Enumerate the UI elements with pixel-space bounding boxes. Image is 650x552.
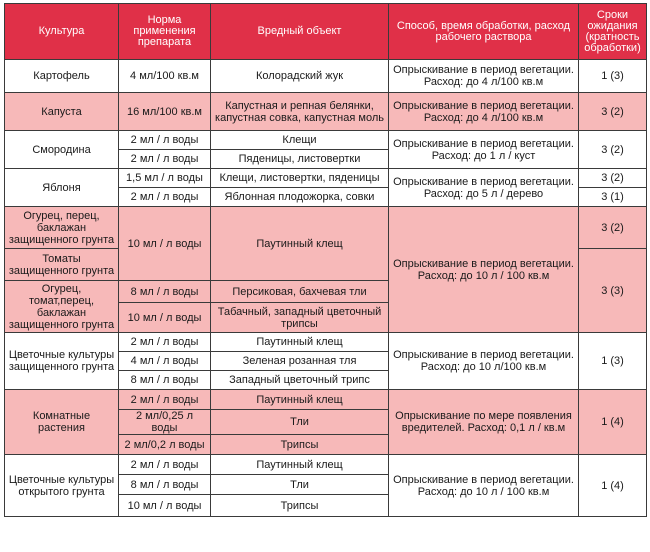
method-cell: Опрыскивание в период вегетации. Расход: до 5 л / дерево bbox=[389, 169, 579, 207]
terms-cell: 3 (3) bbox=[579, 249, 647, 333]
table-row-indoor-1 bbox=[5, 390, 647, 410]
terms-cell: 3 (2) bbox=[579, 131, 647, 169]
pest-cell: Западный цветочный трипс bbox=[211, 371, 389, 390]
culture-cell: Картофель bbox=[5, 60, 119, 93]
pesticide-table-container bbox=[4, 3, 646, 517]
norm-cell: 2 мл / л воды bbox=[119, 390, 211, 410]
norm-cell: 2 мл / л воды bbox=[119, 333, 211, 352]
pest-cell: Зеленая розанная тля bbox=[211, 352, 389, 371]
norm-cell: 8 мл / л воды bbox=[119, 475, 211, 495]
culture-cell: Яблоня bbox=[5, 169, 119, 207]
table-row-apple-1 bbox=[5, 169, 647, 188]
culture-cell: Комнатные растения bbox=[5, 390, 119, 455]
terms-cell: 1 (3) bbox=[579, 333, 647, 390]
norm-cell: 10 мл / л воды bbox=[119, 495, 211, 517]
norm-cell: 4 мл / л воды bbox=[119, 352, 211, 371]
norm-cell: 10 мл / л воды bbox=[119, 303, 211, 333]
culture-cell: Смородина bbox=[5, 131, 119, 169]
table-row-cabbage bbox=[5, 93, 647, 131]
pest-cell: Табачный, западный цветочный трипсы bbox=[211, 303, 389, 333]
norm-cell: 2 мл/0,2 л воды bbox=[119, 435, 211, 455]
header-row bbox=[5, 4, 647, 60]
pest-cell: Паутинный клещ bbox=[211, 207, 389, 281]
method-cell: Опрыскивание в период вегетации. Расход: до 10 л/100 кв.м bbox=[389, 333, 579, 390]
header-method: Способ, время обработки, расход рабочего раствора bbox=[389, 4, 579, 60]
norm-cell: 1,5 мл / л воды bbox=[119, 169, 211, 188]
norm-cell: 2 мл/0,25 л воды bbox=[119, 410, 211, 435]
pest-cell: Персиковая, бахчевая тли bbox=[211, 281, 389, 303]
method-cell: Опрыскивание в период вегетации. Расход: до 1 л / куст bbox=[389, 131, 579, 169]
pest-cell: Капустная и репная белянки, капустная совка, капустная моль bbox=[211, 93, 389, 131]
pest-cell: Клещи, листовертки, пяденицы bbox=[211, 169, 389, 188]
terms-cell: 3 (2) bbox=[579, 207, 647, 249]
pest-cell: Колорадский жук bbox=[211, 60, 389, 93]
terms-cell: 3 (2) bbox=[579, 169, 647, 188]
table-row-currant-1 bbox=[5, 131, 647, 150]
norm-cell: 8 мл / л воды bbox=[119, 371, 211, 390]
norm-cell: 4 мл/100 кв.м bbox=[119, 60, 211, 93]
culture-cell: Огурец, перец, баклажан защищенного грунта bbox=[5, 207, 119, 249]
header-norm: Норма применения препарата bbox=[119, 4, 211, 60]
culture-cell: Цветочные культуры открытого грунта bbox=[5, 455, 119, 517]
culture-cell: Капуста bbox=[5, 93, 119, 131]
pest-cell: Паутинный клещ bbox=[211, 455, 389, 475]
header-terms: Сроки ожидания (кратность обработки) bbox=[579, 4, 647, 60]
norm-cell: 2 мл / л воды bbox=[119, 188, 211, 207]
method-cell: Опрыскивание в период вегетации. Расход: до 10 л / 100 кв.м bbox=[389, 207, 579, 333]
pest-cell: Яблонная плодожорка, совки bbox=[211, 188, 389, 207]
culture-cell: Томаты защищенного грунта bbox=[5, 249, 119, 281]
header-culture: Культура bbox=[5, 4, 119, 60]
header-pest: Вредный объект bbox=[211, 4, 389, 60]
culture-cell: Огурец, томат,перец, баклажан защищенного грунта bbox=[5, 281, 119, 333]
method-cell: Опрыскивание по мере появления вредителей. Расход: 0,1 л / кв.м bbox=[389, 390, 579, 455]
table-row-greenhouse-1 bbox=[5, 207, 647, 249]
pest-cell: Клещи bbox=[211, 131, 389, 150]
terms-cell: 1 (3) bbox=[579, 60, 647, 93]
pesticide-usage-table bbox=[4, 3, 647, 517]
norm-cell: 8 мл / л воды bbox=[119, 281, 211, 303]
culture-cell: Цветочные культуры защищенного грунта bbox=[5, 333, 119, 390]
table-row-potato bbox=[5, 60, 647, 93]
norm-cell: 2 мл / л воды bbox=[119, 131, 211, 150]
terms-cell: 3 (1) bbox=[579, 188, 647, 207]
method-cell: Опрыскивание в период вегетации. Расход: до 4 л/100 кв.м bbox=[389, 60, 579, 93]
pest-cell: Трипсы bbox=[211, 435, 389, 455]
pest-cell: Тли bbox=[211, 410, 389, 435]
terms-cell: 1 (4) bbox=[579, 455, 647, 517]
pest-cell: Паутинный клещ bbox=[211, 333, 389, 352]
terms-cell: 1 (4) bbox=[579, 390, 647, 455]
table-row-flowers-open-1 bbox=[5, 455, 647, 475]
pest-cell: Паутинный клещ bbox=[211, 390, 389, 410]
method-cell: Опрыскивание в период вегетации. Расход: до 10 л / 100 кв.м bbox=[389, 455, 579, 517]
norm-cell: 2 мл / л воды bbox=[119, 150, 211, 169]
pest-cell: Тли bbox=[211, 475, 389, 495]
norm-cell: 2 мл / л воды bbox=[119, 455, 211, 475]
terms-cell: 3 (2) bbox=[579, 93, 647, 131]
pest-cell: Пяденицы, листовертки bbox=[211, 150, 389, 169]
method-cell: Опрыскивание в период вегетации. Расход: до 4 л/100 кв.м bbox=[389, 93, 579, 131]
norm-cell: 16 мл/100 кв.м bbox=[119, 93, 211, 131]
norm-cell: 10 мл / л воды bbox=[119, 207, 211, 281]
pest-cell: Трипсы bbox=[211, 495, 389, 517]
table-row-flowers-protected-1 bbox=[5, 333, 647, 352]
